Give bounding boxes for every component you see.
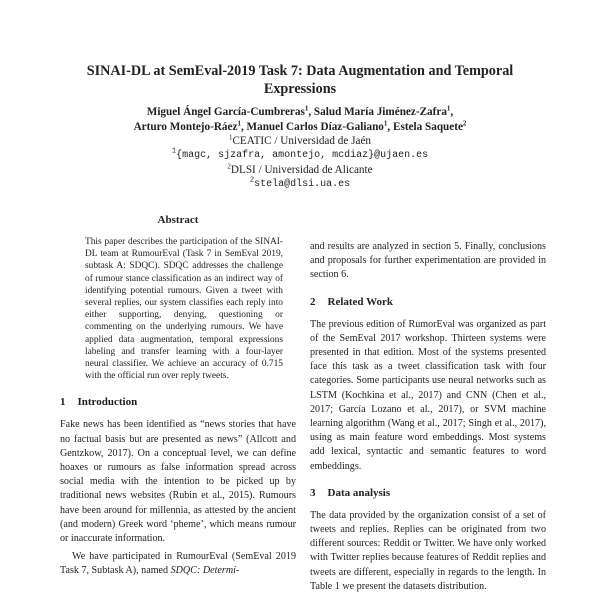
related-work-paragraph: The previous edition of RumorEval was organized as part of the SemEval 2017 workshop. Thirteen systems were presented in that edition. Most of the systems presented face this task as a tweet classification task with four categories. Some participants use neural networks such as LSTM (Kochkina et al., 2017) and CNN (Chen et al., 2017; García Lozano et al., 2017), or SVM machine learning algorithm (Wang et al., 2017; Singh et al., 2017), using as main feature word embeddings. Most systems add lexical, syntactic and semantic features to word embeddings. <box>310 318 546 472</box>
author-name: Manuel Carlos Díaz-Galiano <box>246 120 384 133</box>
author-affil-mark: 2 <box>462 118 467 127</box>
abstract-heading: Abstract <box>157 214 199 226</box>
intro-paragraph-1: Fake news has been identified as “news stories that have no factual basis but are presented as news” (Allcott and Gentzkow, 2017). On a conceptual level, we can define hoaxes or rumours as false information spread across social media with the intention to be picked up by traditional news websites (Rubin et al., 2015). Rumours have been around for millennia, as attested by the ancient (and modern) Greek word ‘pheme’, which means rumour or inaccurate information. <box>60 419 296 545</box>
abstract-text: This paper describes the participation of the SINAI-DL team at RumourEval (Task 7 in SemEval 2019, subtask A: SDQC). SDQC addresses the challenge of rumour stance classification as an indirect way of identifying potential rumours. Given a tweet with several replies, our system classifies each reply into either supporting, denying, questioning or commenting on the underlying rumours. We have applied data augmentation, temporal expressions labeling and transfer learning with a four-layer neural classifier. We achieve an accuracy of 0.715 with the official run over reply tweets. <box>85 237 283 382</box>
email-2: $^2$stela@dlsi.ua.es <box>249 176 351 190</box>
affiliation-1: $^1$CEATIC / Universidad de Jaén <box>228 133 372 147</box>
intro-paragraph-2: We have participated in RumourEval (SemEval 2019 Task 7, Subtask A), named SDQC: Determi- <box>60 551 296 577</box>
left-column <box>60 214 296 579</box>
intro-continuation: and results are analyzed in section 5. Finally, conclusions and proposals for further experimentation are provided in section 6. <box>310 241 546 281</box>
author-line-2: Arturo Montejo-Ráez$^1$, Manuel Carlos Díaz-Galiano$^1$, Estela Saquete$^2$ <box>133 118 467 133</box>
affiliation-2: $^2$DLSI / Universidad de Alicante <box>227 162 373 176</box>
author-name: Estela Saquete <box>393 120 463 133</box>
author-affil-mark: 1 <box>237 118 241 127</box>
author-name: Arturo Montejo-Ráez <box>133 120 238 133</box>
author-affil-mark: 1 <box>383 118 388 127</box>
author-affil-mark: 1 <box>446 104 451 113</box>
author-block <box>60 105 540 192</box>
right-column <box>310 240 546 594</box>
paper-title: SINAI-DL at SemEval-2019 Task 7: Data Augmentation and Temporal Expressions <box>86 63 514 97</box>
email-1: $^1${magc, sjzafra, amontejo, mcdiaz}@ujaen.es <box>171 147 429 161</box>
author-name: Salud María Jiménez-Zafra <box>313 106 447 118</box>
data-analysis-paragraph: The data provided by the organization consist of a set of tweets and replies. Replies can be originated from two different sources: Reddit or Twitter. We have only worked with Twitter replies because features of Reddit replies and tweets are different, especially in regards to the length. In Table 1 we present the datasets distribution. <box>310 509 546 592</box>
author-affil-mark: 1 <box>304 104 309 113</box>
author-name: Miguel Ángel García-Cumbreras <box>146 106 305 118</box>
section-heading-data-analysis: 3 Data analysis <box>310 486 391 499</box>
section-heading-introduction: 1 Introduction <box>60 396 138 409</box>
author-line-1: Miguel Ángel García-Cumbreras$^1$, Salud María Jiménez-Zafra$^1$, <box>146 104 454 118</box>
section-heading-related-work: 2 Related Work <box>310 295 393 308</box>
